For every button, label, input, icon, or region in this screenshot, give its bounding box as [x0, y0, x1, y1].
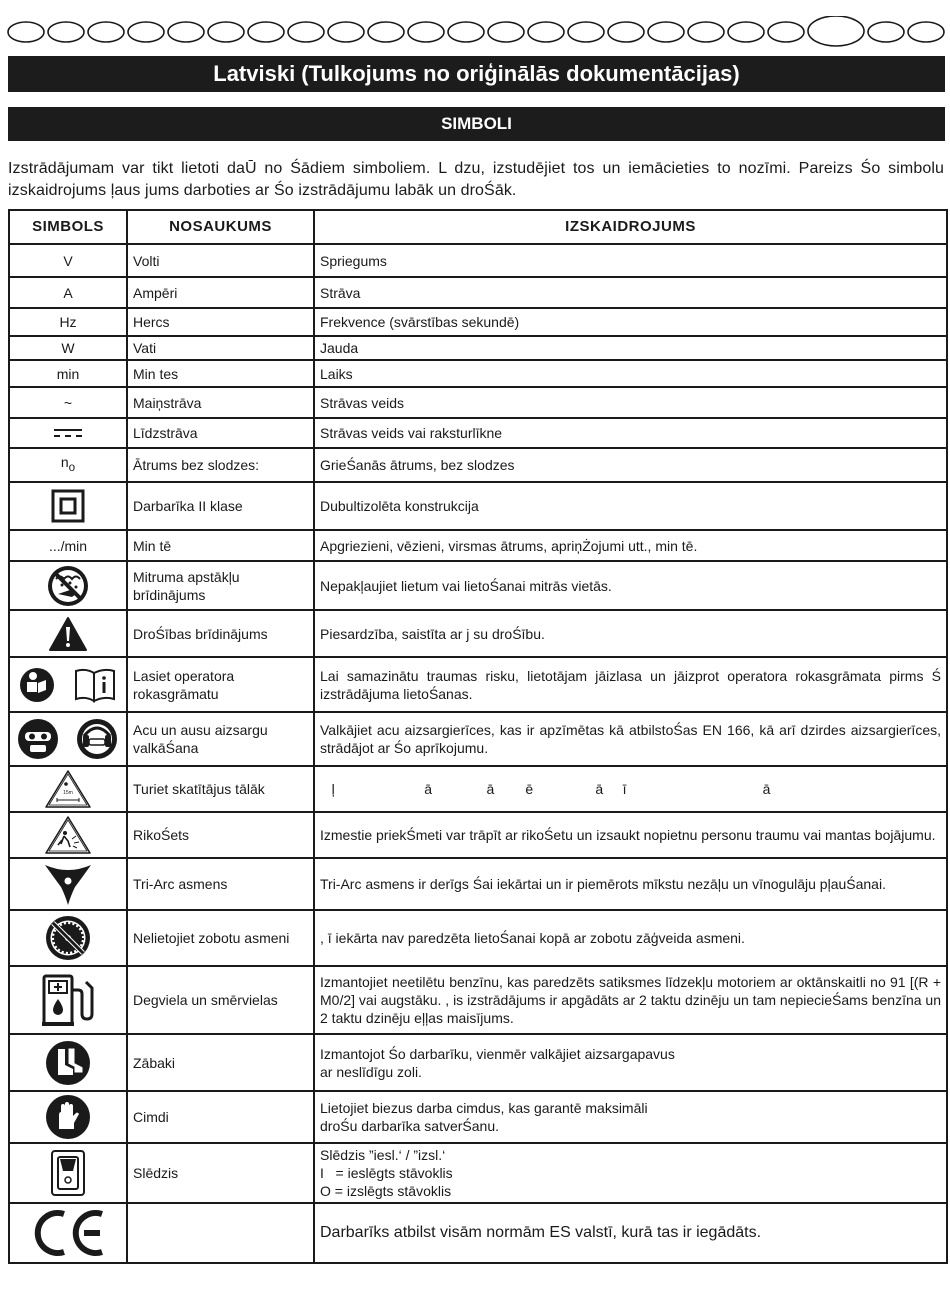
table-row: [9, 336, 947, 360]
name-cell: Volti: [127, 244, 314, 277]
desc-cell: , ī iekārta nav paredzēta lietoŚanai kopā ar zobotu zāģveida asmeni.: [314, 910, 947, 966]
table-row: [9, 610, 947, 657]
no-load-symbol: n: [60, 454, 69, 471]
table-row: [9, 1203, 947, 1263]
desc-cell: Lai samazinātu traumas risku, lietotājam jāizlasa un jāizprot operatora rokasgrāmata pirms Ś izstrādājuma lietoŚanas.: [314, 657, 947, 712]
table-row: [9, 482, 947, 530]
name-cell: Maiņstrāva: [127, 387, 314, 418]
symbol-cell: [9, 561, 127, 610]
bystander-distance-label: 15m: [63, 790, 73, 796]
desc-cell: Strāvas veids: [314, 387, 947, 418]
table-row: [9, 277, 947, 308]
name-cell: Min tes: [127, 360, 314, 387]
symbol-cell: [9, 418, 127, 448]
table-row: [9, 360, 947, 387]
warning-triangle-icon: [48, 616, 88, 652]
table-row: [9, 910, 947, 966]
desc-line: Lietojiet biezus darba cimdus, kas garantē maksimāli: [320, 1100, 648, 1116]
symbol-cell: [9, 1091, 127, 1143]
name-cell: Degviela un smērvielas: [127, 966, 314, 1034]
read-manual-icon: [18, 665, 118, 705]
header-symbol: SIMBOLS: [9, 210, 127, 244]
name-cell: Min tē: [127, 530, 314, 561]
name-cell: Hercs: [127, 308, 314, 336]
ce-mark-icon: [28, 1208, 108, 1258]
desc-cell: Apgriezieni, vēzieni, virsmas ātrums, apriņŻojumi utt., min tē.: [314, 530, 947, 561]
desc-line: ar neslīdīgu zoli.: [320, 1063, 422, 1080]
desc-cell: Darbarīks atbilst visām normām ES valstī, kurā tas ir iegādāts.: [314, 1203, 947, 1263]
header-name: NOSAUKUMS: [127, 210, 314, 244]
table-row: [9, 308, 947, 336]
section-heading: SIMBOLI: [8, 107, 945, 141]
symbol-cell: [9, 812, 127, 858]
name-cell: Slēdzis: [127, 1143, 314, 1203]
symbol-cell: [9, 1143, 127, 1203]
no-load-subscript: o: [68, 460, 76, 474]
name-cell: Acu un ausu aizsargu valkāŚana: [127, 712, 314, 766]
no-rain-icon: [46, 564, 90, 608]
name-cell: Līdzstrāva: [127, 418, 314, 448]
name-cell: Tri-Arc asmens: [127, 858, 314, 910]
name-cell: Vati: [127, 336, 314, 360]
header-explanation: IZSKAIDROJUMS: [314, 210, 947, 244]
direct-current-icon: [53, 427, 83, 439]
desc-cell: Spriegums: [314, 244, 947, 277]
name-cell: Nelietojiet zobotu asmeni: [127, 910, 314, 966]
fuel-oil-icon: [40, 972, 96, 1028]
symbol-cell: [9, 482, 127, 530]
symbol-cell: [9, 1034, 127, 1091]
table-row: [9, 1143, 947, 1203]
name-cell: Cimdi: [127, 1091, 314, 1143]
table-row: [9, 712, 947, 766]
ricochet-icon: [44, 815, 92, 855]
eye-ear-protection-icon: [16, 716, 120, 762]
desc-cell: Piesardzība, saistīta ar j su droŚību.: [314, 610, 947, 657]
desc-cell: [314, 1091, 947, 1143]
table-header-row: [9, 210, 947, 244]
tri-arc-blade-icon: [43, 861, 93, 907]
desc-cell: Izmantojiet neetilētu benzīnu, kas paredzēts satiksmes līdzekļu motoriem ar oktānskaitli no 91 [(R + M0/2] vai augstāku. , is izstrādājums ir apgādāts ar 2 taktu dzinēju un tam nepiecieŚams benzīna un 2 taktu dzinēju eļļas maisījums.: [314, 966, 947, 1034]
page-title: Latviski (Tulkojums no oriģinālās dokumentācijas): [8, 56, 945, 92]
desc-cell: Laiks: [314, 360, 947, 387]
symbol-cell: .../min: [9, 530, 127, 561]
desc-cell: Jauda: [314, 336, 947, 360]
symbol-cell: [9, 1203, 127, 1263]
desc-cell: Nepakļaujiet lietum vai lietoŚanai mitrās vietās.: [314, 561, 947, 610]
table-row: [9, 418, 947, 448]
desc-cell: [314, 1034, 947, 1091]
table-row: [9, 766, 947, 812]
symbols-table: [8, 209, 948, 1264]
table-row: [9, 966, 947, 1034]
desc-line: droŚu darbarīka satverŚanu.: [320, 1118, 499, 1134]
desc-cell: [314, 1143, 947, 1203]
symbol-cell: [9, 858, 127, 910]
safety-boots-icon: [44, 1039, 92, 1087]
name-cell: Ātrums bez slodzes:: [127, 448, 314, 482]
symbol-cell: ~: [9, 387, 127, 418]
intro-paragraph: Izstrādājumam var tikt lietoti daŪ no Śādiem simboliem. L dzu, izstudējiet tos un iemācieties to nozīmi. Pareizs Śo simbolu izskaidrojums ļaus jums darboties ar Śo izstrādājumu labāk un droŚāk.: [8, 160, 944, 199]
class-ii-icon: [51, 489, 85, 523]
symbol-cell: V: [9, 244, 127, 277]
language-tab-ovals: [6, 16, 946, 48]
symbol-cell: [9, 712, 127, 766]
table-row: [9, 1034, 947, 1091]
name-cell: Lasiet operatora rokasgrāmatu: [127, 657, 314, 712]
desc-cell: Strāvas veids vai raksturlīkne: [314, 418, 947, 448]
table-row: [9, 812, 947, 858]
name-cell: DroŚības brīdinājums: [127, 610, 314, 657]
symbol-cell: Hz: [9, 308, 127, 336]
desc-cell: Valkājiet acu aizsargierīces, kas ir apzīmētas kā atbilstoŚas EN 166, kā arī dzirdes aizsargierīces, strādājot ar Śo aprīkojumu.: [314, 712, 947, 766]
symbol-cell: A: [9, 277, 127, 308]
symbol-cell: [9, 657, 127, 712]
symbol-cell: [9, 966, 127, 1034]
desc-cell: ļ ā ā ē ā ī ā: [314, 766, 947, 812]
on-off-switch-icon: [50, 1149, 86, 1197]
table-row: [9, 387, 947, 418]
table-row: [9, 561, 947, 610]
desc-line: Slēdzis ”iesl.‘ / ”izsl.‘: [320, 1147, 446, 1163]
name-cell: Ampēri: [127, 277, 314, 308]
symbol-cell: [9, 448, 127, 482]
desc-cell: GrieŚanās ātrums, bez slodzes: [314, 448, 947, 482]
name-cell: Mitruma apstākļu brīdinājums: [127, 561, 314, 610]
name-cell: Zābaki: [127, 1034, 314, 1091]
name-cell: Darbarīka II klase: [127, 482, 314, 530]
table-row: [9, 244, 947, 277]
name-cell: Turiet skatītājus tālāk: [127, 766, 314, 812]
table-row: [9, 657, 947, 712]
desc-cell: Frekvence (svārstības sekundē): [314, 308, 947, 336]
name-cell: RikoŚets: [127, 812, 314, 858]
desc-line: I = ieslēgts stāvoklis: [320, 1165, 453, 1181]
table-row: [9, 858, 947, 910]
symbol-cell: [9, 910, 127, 966]
desc-cell: Dubultizolēta konstrukcija: [314, 482, 947, 530]
desc-cell: Tri-Arc asmens ir derīgs Śai iekārtai un ir piemērots mīkstu nezāļu un vīnogulāju pļauŚanai.: [314, 858, 947, 910]
table-row: [9, 530, 947, 561]
desc-line: Izmantojot Śo darbarīku, vienmēr valkājiet aizsargapavus: [320, 1045, 675, 1062]
symbol-cell: [9, 610, 127, 657]
desc-cell: Izmestie priekŚmeti var trāpīt ar rikoŚetu un izsaukt nopietnu personu traumu vai mantas bojājumu.: [314, 812, 947, 858]
table-row: [9, 448, 947, 482]
keep-bystanders-away-icon: [44, 769, 92, 809]
name-cell: [127, 1203, 314, 1263]
gloves-icon: [44, 1093, 92, 1141]
no-saw-blade-icon: [44, 914, 92, 962]
symbol-cell: W: [9, 336, 127, 360]
table-row: [9, 1091, 947, 1143]
desc-cell: Strāva: [314, 277, 947, 308]
symbol-cell: min: [9, 360, 127, 387]
desc-line: O = izslēgts stāvoklis: [320, 1183, 452, 1199]
symbol-cell: [9, 766, 127, 812]
